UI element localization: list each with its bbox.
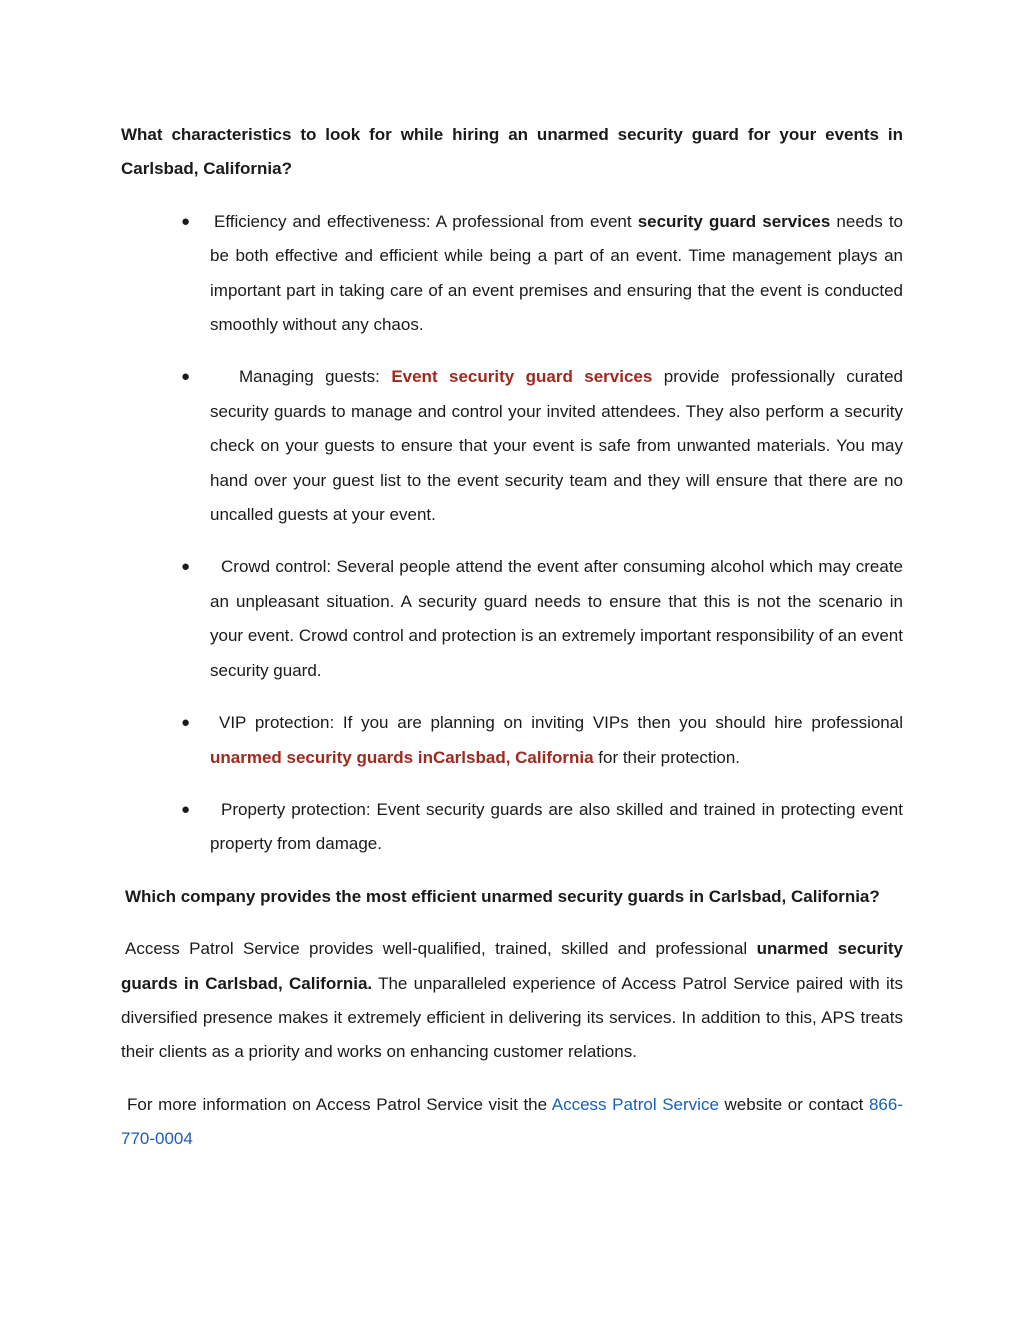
paragraph-text: Access Patrol Service provides well-qualified, trained, skilled and professional — [125, 939, 757, 959]
section-heading: What characteristics to look for while hiring an unarmed security guard for your events in Carlsbad, California? — [121, 125, 903, 179]
paragraph-text: For more information on Access Patrol Service visit the — [127, 1094, 552, 1114]
bullet-text: Crowd control: Several people attend the event after consuming alcohol which may create an unpleasant situation. A security guard needs to ensure that this is not the scenario in your event. Crowd control and protection is an extremely important responsibility of an event security guard. — [210, 557, 903, 680]
bullet-text: VIP protection: If you are planning on inviting VIPs then you should hire professional — [219, 713, 903, 733]
list-item-efficiency — [121, 205, 903, 343]
paragraph-emphasis: unarmed security guards in Carlsbad, California. — [121, 939, 903, 993]
bullet-dot: ● — [181, 714, 191, 732]
bullet-text: Efficiency and effectiveness: A professional from event — [214, 211, 638, 231]
bullet-dot: ● — [181, 368, 191, 386]
bullet-text: for their protection. — [593, 747, 741, 767]
paragraph-text: website or contact — [718, 1094, 869, 1114]
access-patrol-link[interactable]: Access Patrol Service — [551, 1094, 719, 1114]
bullet-text: Property protection: Event security guards are also skilled and trained in protecting event property from damage. — [210, 799, 903, 854]
bullet-text: needs to be both effective and efficient while being a part of an event. Time management plays an important part in taking care of an event premises and ensuring that the event is conducted smoothly without any chaos. — [210, 211, 903, 335]
document-page — [121, 118, 903, 1175]
bullet-text: provide professionally curated security guards to manage and control your invited attendees. They also perform a security check on your guests to ensure that your event is safe from unwanted materials. You may hand over your guest list to the event security team and they will ensure that there are no uncalled guests at your event. — [210, 367, 903, 525]
bullet-dot: ● — [181, 558, 191, 576]
list-item-managing-guests — [121, 360, 903, 532]
phone-link[interactable]: 866-770-0004 — [121, 1094, 903, 1149]
event-security-link[interactable]: Event security guard services — [391, 367, 653, 387]
characteristics-list — [121, 205, 903, 862]
bullet-dot: ● — [181, 800, 191, 818]
company-paragraph — [121, 932, 903, 1070]
company-subheading: Which company provides the most efficient unarmed security guards in Carlsbad, California? — [125, 886, 880, 906]
bullet-dot: ● — [181, 212, 191, 230]
unarmed-guards-link[interactable]: unarmed security guards inCarlsbad, California — [210, 747, 594, 767]
bullet-emphasis: security guard services — [637, 211, 831, 231]
list-item-vip-protection — [121, 706, 903, 775]
list-item-crowd-control — [121, 550, 903, 688]
paragraph-text: The unparalleled experience of Access Patrol Service paired with its diversified presence makes it extremely efficient in delivering its services. In addition to this, APS treats their clients as a priority and works on enhancing customer relations. — [121, 973, 903, 1062]
contact-paragraph — [121, 1088, 903, 1157]
bullet-text: Managing guests: — [239, 367, 392, 387]
list-item-property-protection — [121, 793, 903, 862]
